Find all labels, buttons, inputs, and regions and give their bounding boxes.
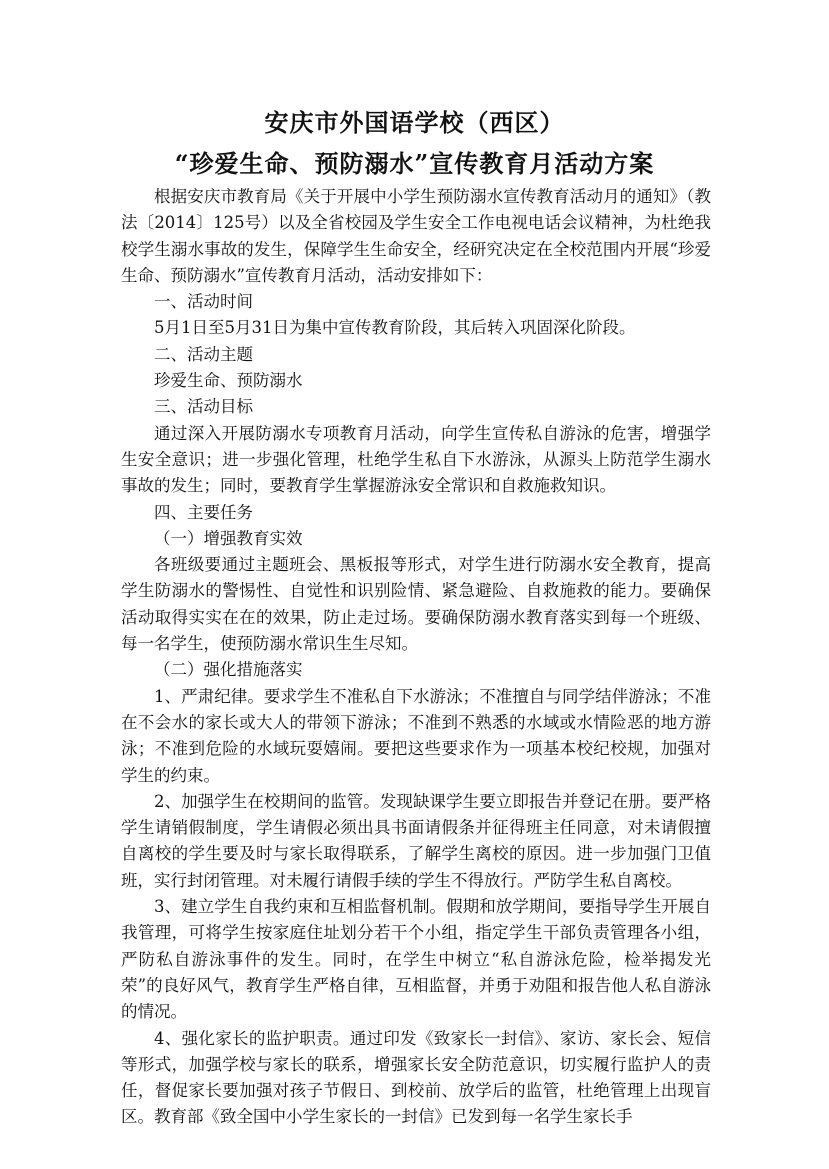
- paragraph-measure-2: 2、加强学生在校期间的监管。发现缺课学生要立即报告并登记在册。要严格学生请销假制度，学生请假必须出具书面请假条并征得班主任同意，对未请假擅自离校的学生要及时与家长取得联系，了解学生离校的原因。进一步加强门卫值班，实行封闭管理。对未履行请假手续的学生不得放行。严防学生私自离校。: [121, 791, 711, 890]
- paragraph-measure-1: 1、严肃纪律。要求学生不准私自下水游泳；不准擅自与同学结伴游泳；不准在不会水的家长或大人的带领下游泳；不准到不熟悉的水域或水情险恶的地方游泳；不准到危险的水域玩耍嬉闹。要把这些要求作为一项基本校纪校规，加强对学生的约束。: [121, 686, 711, 785]
- paragraph-measure-3: 3、建立学生自我约束和互相监督机制。假期和放学期间，要指导学生开展自我管理，可将学生按家庭住址划分若干个小组，指定学生干部负责管理各小组，严防私自游泳事件的发生。同时，在学生中树立“私自游泳危险，检举揭发光荣”的良好风气，教育学生严格自律，互相监督，并勇于劝阻和报告他人私自游泳的情况。: [121, 897, 711, 1022]
- heading-activity-time: 一、活动时间: [154, 292, 253, 312]
- paragraph-intro: 根据安庆市教育局《关于开展中小学生预防溺水宣传教育活动月的通知》（教法〔2014〕125号）以及全省校园及学生安全工作电视电话会议精神，为杜绝我校学生溺水事故的发生，保障学生生命安全，经研究决定在全校范围内开展“珍爱生命、预防溺水”宣传教育月活动，活动安排如下：: [121, 187, 711, 285]
- paragraph-activity-goal: 通过深入开展防溺水专项教育月活动，向学生宣传私自游泳的危害，增强学生安全意识；进一步强化管理，杜绝学生私自下水游泳，从源头上防范学生溺水事故的发生；同时，要教育学生掌握游泳安全常识和自救施救知识。: [121, 423, 711, 496]
- heading-activity-theme: 二、活动主题: [154, 344, 253, 364]
- heading-activity-goal: 三、活动目标: [154, 397, 253, 417]
- paragraph-activity-time: 5月1日至5月31日为集中宣传教育阶段，其后转入巩固深化阶段。: [154, 318, 636, 338]
- paragraph-activity-theme: 珍爱生命、预防溺水: [154, 371, 303, 391]
- paragraph-education: 各班级要通过主题班会、黑板报等形式，对学生进行防溺水安全教育，提高学生防溺水的警惕性、自觉性和识别险情、紧急避险、自救施救的能力。要确保活动取得实实在在的效果，防止走过场。要确保防溺水教育落实到每一个班级、每一名学生，使预防溺水常识生生尽知。: [121, 555, 711, 654]
- document-title-plan: “珍爱生命、预防溺水”宣传教育月活动方案: [174, 149, 655, 178]
- subheading-measures: （二）强化措施落实: [154, 660, 303, 680]
- heading-main-tasks: 四、主要任务: [154, 502, 253, 522]
- subheading-education: （一）增强教育实效: [154, 528, 303, 548]
- document-body: [121, 184, 711, 1131]
- document-title-school: 安庆市外国语学校（西区）: [264, 108, 565, 137]
- paragraph-measure-4: 4、强化家长的监护职责。通过印发《致家长一封信》、家访、家长会、短信等形式，加强学校与家长的联系，增强家长安全防范意识，切实履行监护人的责任，督促家长要加强对孩子节假日、到校前、放学后的监管，杜绝管理上出现盲区。教育部《致全国中小学生家长的一封信》已发到每一名学生家长手: [121, 1028, 711, 1127]
